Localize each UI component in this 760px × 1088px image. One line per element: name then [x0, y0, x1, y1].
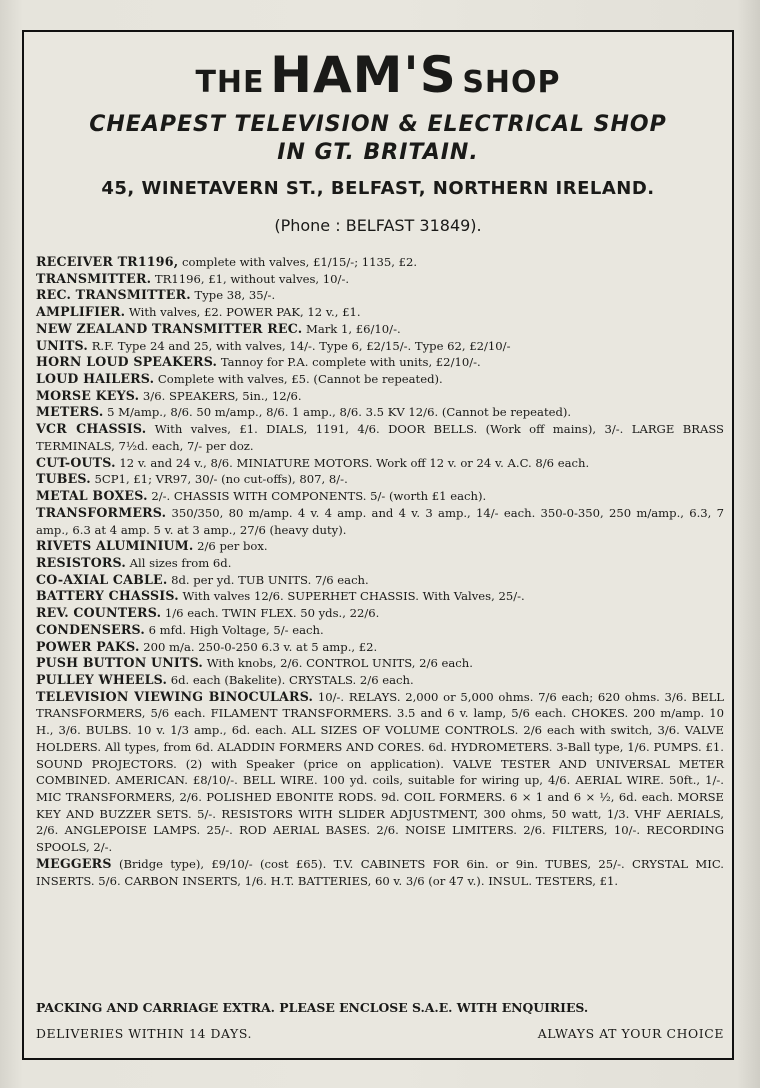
listing-entry: [36, 455, 724, 472]
listing-entry: [36, 572, 724, 589]
listing-entry: [36, 388, 724, 405]
listing-entry: [36, 321, 724, 338]
listing-entry: [36, 271, 724, 288]
listing-item-description: 6d. each (Bakelite). CRYSTALS. 2/6 each.: [170, 672, 414, 687]
listing-item-description: 2/-. CHASSIS WITH COMPONENTS. 5/- (worth £1 each).: [151, 489, 487, 504]
listing-entry: [36, 471, 724, 488]
title-name: HAM'S: [270, 46, 457, 104]
shop-title: [24, 46, 732, 104]
listing-item-description: Tannoy for P.A. complete with units, £2/10/-.: [220, 355, 481, 370]
listing-item-name: CONDENSERS.: [36, 621, 145, 637]
listing-entry: [36, 338, 724, 355]
listing-item-name: HORN LOUD SPEAKERS.: [36, 354, 218, 370]
tagline-line-2: IN GT. BRITAIN.: [277, 140, 479, 165]
listing-entry: [36, 605, 724, 622]
listing-item-name: RECEIVER TR1196,: [36, 254, 179, 269]
listing-item-description: TR1196, £1, without valves, 10/-.: [154, 271, 350, 286]
listing-item-description: Type 38, 35/-.: [194, 288, 276, 303]
listing-item-name: PUSH BUTTON UNITS.: [36, 655, 204, 671]
listing-entry: [36, 856, 724, 889]
deliveries-notice: DELIVERIES WITHIN 14 DAYS.: [36, 1026, 253, 1041]
price-listing: [36, 254, 724, 889]
listing-item-description: 3/6. SPEAKERS, 5in., 12/6.: [142, 388, 302, 403]
listing-entry: [36, 488, 724, 505]
listing-entry: [36, 689, 724, 856]
listing-item-description: 200 m/a. 250-0-250 6.3 v. at 5 amp., £2.: [143, 639, 378, 654]
listing-item-description: 6 mfd. High Voltage, 5/- each.: [148, 622, 324, 637]
listing-item-description: complete with valves, £1/15/-; 1135, £2.: [181, 255, 418, 269]
listing-item-description: 10/-. RELAYS. 2,000 or 5,000 ohms. 7/6 each; 620 ohms. 3/6. BELL TRANSFORMERS, 5/6 each. FILAMENT TRANSFORMERS. 3.5 and 6 v. lamp, 5/6 each. CHOKES. 200 m/amp. 10 H., 3/6. BULBS. 10 v. 1/3 amp., 6d. each. ALL SIZES OF VOLUME CONTROLS. 2/6 each with switch, 3/6. VALVE HOLDERS. All types, from 6d. ALADDIN FORMERS AND CORES. 6d. HYDROMETERS. 3-Ball type, 1/6. PUMPS. £1. SOUND PROJECTORS. (2) with Speaker (price on application). VALVE TESTER AND UNIVERSAL METER COMBINED. AMERICAN. £8/10/-. BELL WIRE. 100 yd. coils, suitable for wiring up, 4/6. AERIAL WIRE. 50ft., 1/-. MIC TRANSFORMERS, 2/6. POLISHED EBONITE RODS. 9d. COIL FORMERS. 6 × 1 and 6 × ½, 6d. each. MORSE KEY AND BUZZER SETS. 5/-. RESISTORS WITH SLIDER ADJUSTMENT, 300 ohms, 50 watt, 1/3. VHF AERIALS, 2/6. ANGLEPOISE LAMPS. 25/-. ROD AERIAL BASES. 2/6. NOISE LIMITERS. 2/6. FILTERS, 10/-. RECORDING SPOOLS, 2/-.: [36, 689, 725, 855]
listing-item-description: All sizes from 6d.: [129, 555, 232, 570]
listing-item-description: 2/6 per box.: [197, 539, 268, 554]
listing-item-name: TRANSMITTER.: [36, 270, 152, 286]
listing-entry: [36, 404, 724, 421]
listing-item-description: 12 v. and 24 v., 8/6. MINIATURE MOTORS. Work off 12 v. or 24 v. A.C. 8/6 each.: [119, 455, 590, 470]
shop-phone: (Phone : BELFAST 31849).: [274, 216, 482, 235]
listing-entry: [36, 371, 724, 388]
listing-entry: [36, 421, 724, 454]
listing-entry: [36, 588, 724, 605]
listing-item-name: NEW ZEALAND TRANSMITTER REC.: [36, 320, 303, 336]
title-shop: SHOP: [462, 65, 561, 100]
shop-address: 45, WINETAVERN ST., BELFAST, NORTHERN IRELAND.: [101, 178, 655, 199]
listing-item-name: REV. COUNTERS.: [36, 605, 162, 621]
listing-item-name: CUT-OUTS.: [36, 454, 116, 470]
listing-item-name: TRANSFORMERS.: [36, 504, 167, 520]
listing-item-name: METERS.: [36, 404, 104, 420]
listing-item-description: Mark 1, £6/10/-.: [305, 321, 401, 336]
listing-item-name: RESISTORS.: [36, 554, 126, 570]
listing-item-name: CO-AXIAL CABLE.: [36, 571, 168, 587]
listing-item-description: (Bridge type), £9/10/- (cost £65). T.V. CABINETS FOR 6in. or 9in. TUBES, 25/-. CRYSTAL MIC. INSERTS. 5/6. CARBON INSERTS, 1/6. H.T. BATTERIES, 60 v. 3/6 (or 47 v.). INSUL. TESTERS, £1.: [36, 856, 724, 888]
listing-item-name: VCR CHASSIS.: [36, 421, 147, 437]
listing-item-name: MEGGERS: [36, 855, 112, 871]
listing-item-name: LOUD HAILERS.: [36, 371, 155, 387]
listing-item-name: PULLEY WHEELS.: [36, 671, 168, 687]
title-the: THE: [195, 65, 265, 100]
listing-entry: [36, 622, 724, 639]
listing-item-name: REC. TRANSMITTER.: [36, 287, 191, 303]
listing-entry: [36, 555, 724, 572]
listing-entry: [36, 505, 724, 538]
listing-item-description: 1/6 each. TWIN FLEX. 50 yds., 22/6.: [164, 606, 380, 621]
listing-item-description: R.F. Type 24 and 25, with valves, 14/-. Type 6, £2/15/-. Type 62, £2/10/-: [91, 338, 511, 353]
packing-notice: PACKING AND CARRIAGE EXTRA. PLEASE ENCLOSE S.A.E. WITH ENQUIRIES.: [36, 1000, 589, 1015]
listing-entry: [36, 287, 724, 304]
listing-item-name: METAL BOXES.: [36, 488, 148, 504]
listing-item-name: MORSE KEYS.: [36, 387, 140, 403]
listing-item-name: POWER PAKS.: [36, 638, 140, 654]
listing-item-name: AMPLIFIER.: [36, 304, 126, 320]
footer-line: [36, 1026, 724, 1041]
listing-entry: [36, 639, 724, 656]
advertisement-frame: [22, 30, 734, 1060]
listing-item-name: UNITS.: [36, 337, 88, 353]
listing-item-name: TELEVISION VIEWING BINOCULARS.: [36, 688, 314, 704]
listing-entry: [36, 672, 724, 689]
listing-item-description: With valves, £1. DIALS, 1191, 4/6. DOOR BELLS. (Work off mains), 3/-. LARGE BRASS TERMINALS, 7½d. each, 7/- per doz.: [36, 422, 725, 453]
listing-item-description: 5CP1, £1; VR97, 30/- (no cut-offs), 807, 8/-.: [94, 472, 348, 487]
listing-item-name: RIVETS ALUMINIUM.: [36, 538, 194, 554]
shop-slogan: ALWAYS AT YOUR CHOICE: [537, 1026, 724, 1041]
listing-item-description: With valves 12/6. SUPERHET CHASSIS. With Valves, 25/-.: [182, 589, 525, 604]
tagline-line-1: CHEAPEST TELEVISION & ELECTRICAL SHOP: [89, 112, 667, 137]
listing-item-description: Complete with valves, £5. (Cannot be repeated).: [157, 372, 443, 387]
listing-item-description: With knobs, 2/6. CONTROL UNITS, 2/6 each.: [206, 656, 473, 671]
listing-entry: [36, 655, 724, 672]
listing-item-description: With valves, £2. POWER PAK, 12 v., £1.: [128, 305, 361, 320]
listing-entry: [36, 354, 724, 371]
listing-entry: [36, 538, 724, 555]
listing-entry: [36, 304, 724, 321]
listing-item-description: 8d. per yd. TUB UNITS. 7/6 each.: [171, 572, 369, 587]
listing-item-description: 350/350, 80 m/amp. 4 v. 4 amp. and 4 v. 3 amp., 14/- each. 350-0-350, 250 m/amp., 6.3, 7 amp., 6.3 at 4 amp. 5 v. at 3 amp., 27/6 (heavy duty).: [36, 505, 724, 537]
listing-item-description: 5 M/amp., 8/6. 50 m/amp., 8/6. 1 amp., 8/6. 3.5 KV 12/6. (Cannot be repeated).: [107, 405, 572, 420]
listing-item-name: TUBES.: [36, 471, 91, 487]
listing-item-name: BATTERY CHASSIS.: [36, 588, 179, 604]
listing-entry: [36, 254, 724, 271]
